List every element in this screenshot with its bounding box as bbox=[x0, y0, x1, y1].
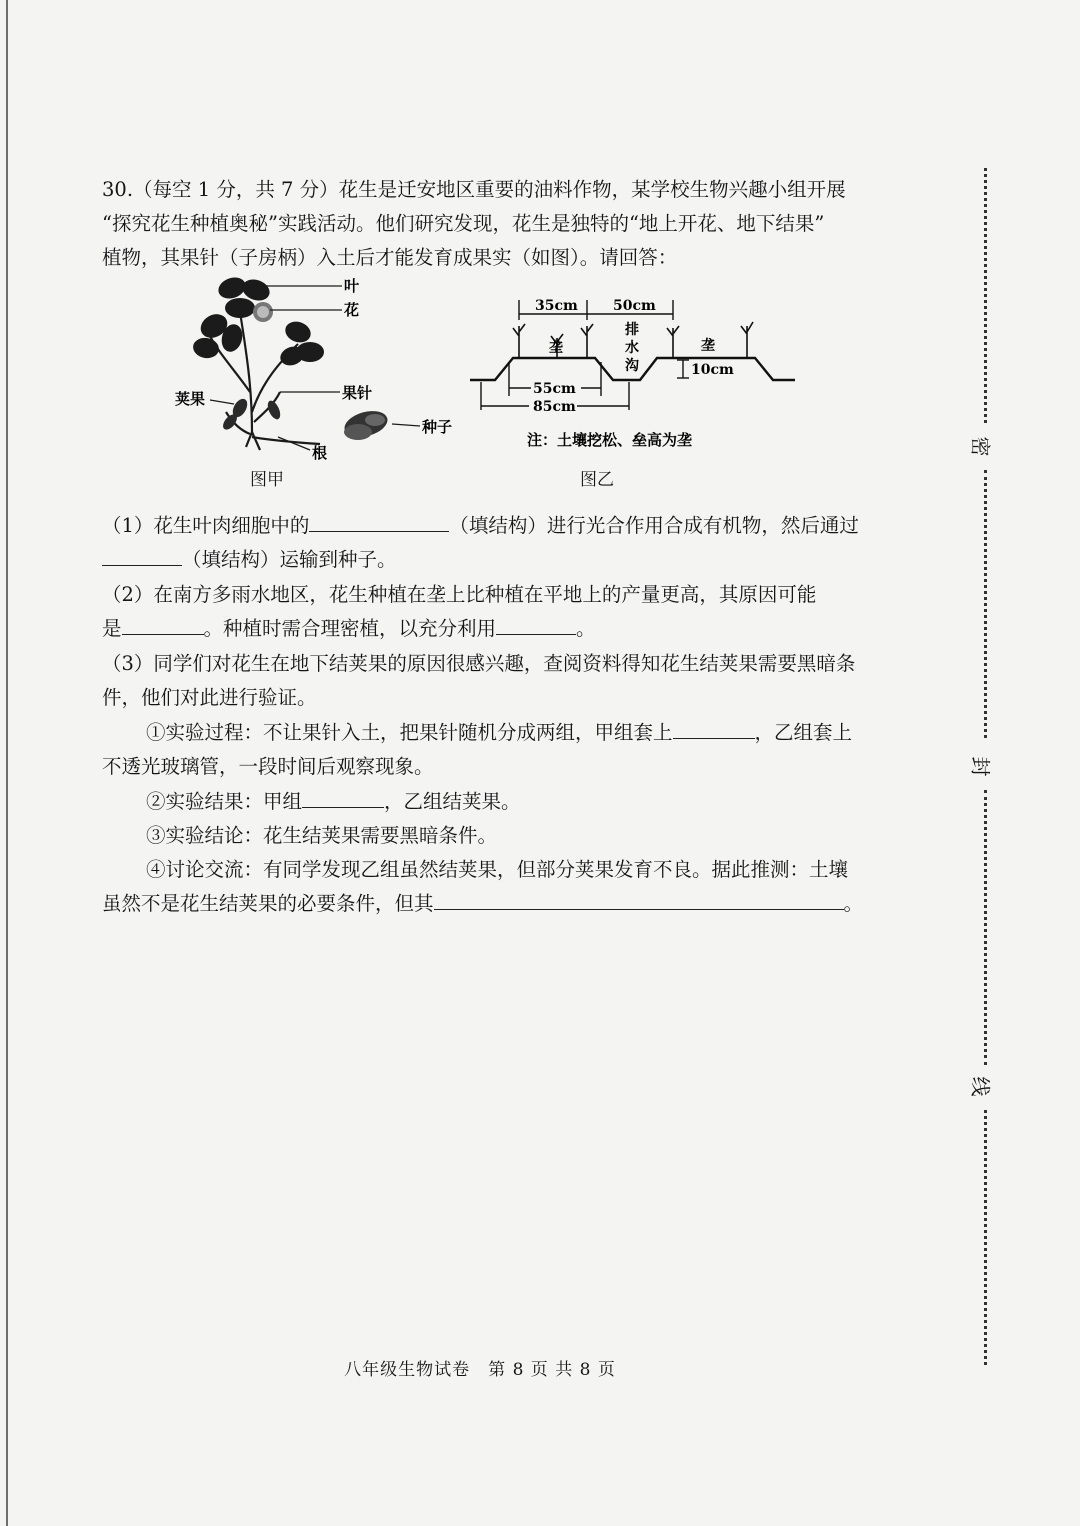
dim-55cm: 55cm bbox=[533, 381, 576, 397]
question-stem-line-2: “探究花生种植奥秘”实践活动。他们研究发现，花生是独特的“地上开花、地下结果” bbox=[102, 212, 825, 235]
sub3-process-line-2: 不透光玻璃管，一段时间后观察现象。 bbox=[102, 755, 434, 778]
sub3-discussion-line-2: 虽然不是花生结荚果的必要条件，但其 。 bbox=[102, 887, 872, 921]
label-seed: 种子 bbox=[422, 418, 453, 436]
seal-char-feng: 封 bbox=[968, 756, 993, 777]
label-ridge-1: 垄 bbox=[549, 340, 563, 356]
blank-6[interactable] bbox=[302, 785, 384, 808]
label-pod: 荚果 bbox=[175, 390, 206, 408]
figure-b-caption: 图乙 bbox=[580, 470, 614, 490]
sub3-discussion-line-1: ④讨论交流：有同学发现乙组虽然结荚果，但部分荚果发育不良。据此推测：土壤 bbox=[146, 858, 849, 881]
question-stem-line-1: 30.（每空 1 分，共 7 分）花生是迁安地区重要的油料作物，某学校生物兴趣小组开展 bbox=[102, 178, 846, 201]
blank-2[interactable] bbox=[102, 543, 182, 566]
label-leaf: 叶 bbox=[344, 277, 360, 295]
sub1-line-1: （1）花生叶肉细胞中的 （填结构）进行光合作用合成有机物，然后通过 bbox=[102, 509, 872, 543]
sub3-line-2: 件，他们对此进行验证。 bbox=[102, 686, 317, 709]
dim-10cm: 10cm bbox=[691, 362, 734, 378]
figure-a-caption: 图甲 bbox=[250, 470, 284, 490]
seal-char-mi: 密 bbox=[968, 436, 993, 457]
sub3-result-line: ②实验结果：甲组 ，乙组结荚果。 bbox=[102, 785, 872, 819]
seal-dotted-line-3 bbox=[984, 790, 987, 1065]
figure-a-peanut-plant bbox=[170, 272, 470, 467]
sub2-line-2: 是 。种植时需合理密植，以充分利用 。 bbox=[102, 612, 872, 646]
sub3-conclusion-line: ③实验结论：花生结荚果需要黑暗条件。 bbox=[146, 824, 498, 847]
seal-dotted-line-1 bbox=[984, 168, 987, 423]
label-flower: 花 bbox=[344, 301, 360, 319]
seal-dotted-line-4 bbox=[984, 1110, 987, 1365]
blank-4[interactable] bbox=[496, 612, 576, 635]
sub1-line-2: （填结构）运输到种子。 bbox=[102, 543, 872, 577]
dim-50cm: 50cm bbox=[613, 298, 656, 314]
sub3-line-1: （3）同学们对花生在地下结荚果的原因很感兴趣，查阅资料得知花生结荚果需要黑暗条 bbox=[102, 652, 856, 675]
label-ditch-1: 排 bbox=[625, 322, 639, 338]
label-ridge-2: 垄 bbox=[701, 338, 715, 354]
blank-7[interactable] bbox=[434, 887, 844, 910]
question-stem-line-3: 植物，其果针（子房柄）入土后才能发育成果实（如图）。请回答： bbox=[102, 246, 678, 269]
figure-b-ridge-diagram bbox=[465, 290, 805, 455]
blank-1[interactable] bbox=[309, 509, 449, 532]
seal-char-xian: 线 bbox=[968, 1076, 993, 1097]
sub2-line-1: （2）在南方多雨水地区，花生种植在垄上比种植在平地上的产量更高，其原因可能 bbox=[102, 583, 817, 606]
dim-35cm: 35cm bbox=[535, 298, 578, 314]
blank-5[interactable] bbox=[673, 716, 755, 739]
label-peg: 果针 bbox=[342, 384, 373, 402]
seal-dotted-line-2 bbox=[984, 470, 987, 738]
dim-85cm: 85cm bbox=[533, 399, 576, 415]
sub3-process-line: ①实验过程：不让果针入土，把果针随机分成两组，甲组套上 ，乙组套上 bbox=[102, 716, 872, 750]
blank-3[interactable] bbox=[122, 612, 204, 635]
figure-b-note: 注：土壤挖松、垒高为垄 bbox=[527, 431, 693, 449]
left-binding-rule bbox=[6, 0, 8, 1526]
label-ditch-2: 水 bbox=[625, 340, 639, 356]
label-root: 根 bbox=[312, 444, 328, 462]
page-footer: 八年级生物试卷 第 8 页 共 8 页 bbox=[344, 1360, 616, 1380]
label-ditch-3: 沟 bbox=[625, 358, 639, 374]
